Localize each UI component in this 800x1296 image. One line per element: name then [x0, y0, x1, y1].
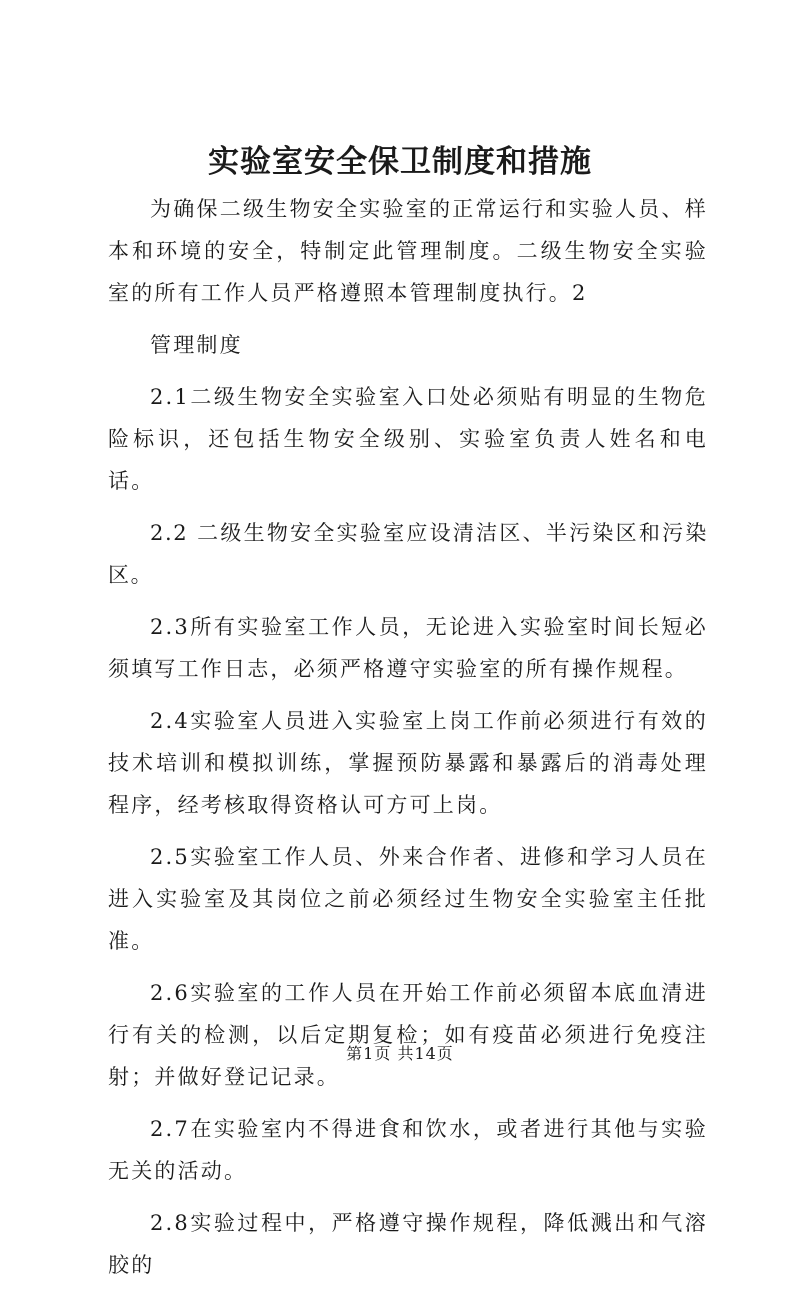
clause-2-8: 2.8实验过程中，严格遵守操作规程，降低溅出和气溶胶的: [108, 1211, 708, 1277]
section-heading: 管理制度: [150, 333, 243, 357]
page-footer: 第1页 共14页: [346, 1044, 454, 1063]
clause-2-4: 2.4实验室人员进入实验室上岗工作前必须进行有效的技术培训和模拟训练，掌握预防暴露和暴露后的消毒处理程序，经考核取得资格认可方可上岗。: [108, 709, 708, 817]
clause-2-1: 2.1二级生物安全实验室入口处必须贴有明显的生物危险标识，还包括生物安全级别、实验室负责人姓名和电话。: [108, 385, 708, 493]
clause-2-5: 2.5实验室工作人员、外来合作者、进修和学习人员在进入实验室及其岗位之前必须经过生物安全实验室主任批准。: [108, 845, 708, 953]
clause-2-3: 2.3所有实验室工作人员，无论进入实验室时间长短必须填写工作日志，必须严格遵守实验室的所有操作规程。: [108, 615, 708, 681]
clause-2-6: 2.6实验室的工作人员在开始工作前必须留本底血清进行有关的检测，以后定期复检；如有疫苗必须进行免疫注射；并做好登记记录。: [108, 981, 708, 1089]
intro-paragraph: 为确保二级生物安全实验室的正常运行和实验人员、样本和环境的安全，特制定此管理制度。二级生物安全实验室的所有工作人员严格遵照本管理制度执行。2: [108, 197, 708, 305]
document-title: 实验室安全保卫制度和措施: [208, 144, 592, 180]
document-body: [108, 188, 708, 1296]
clause-2-2: 2.2 二级生物安全实验室应设清洁区、半污染区和污染区。: [108, 521, 708, 587]
clause-2-7: 2.7在实验室内不得进食和饮水，或者进行其他与实验无关的活动。: [108, 1117, 708, 1183]
